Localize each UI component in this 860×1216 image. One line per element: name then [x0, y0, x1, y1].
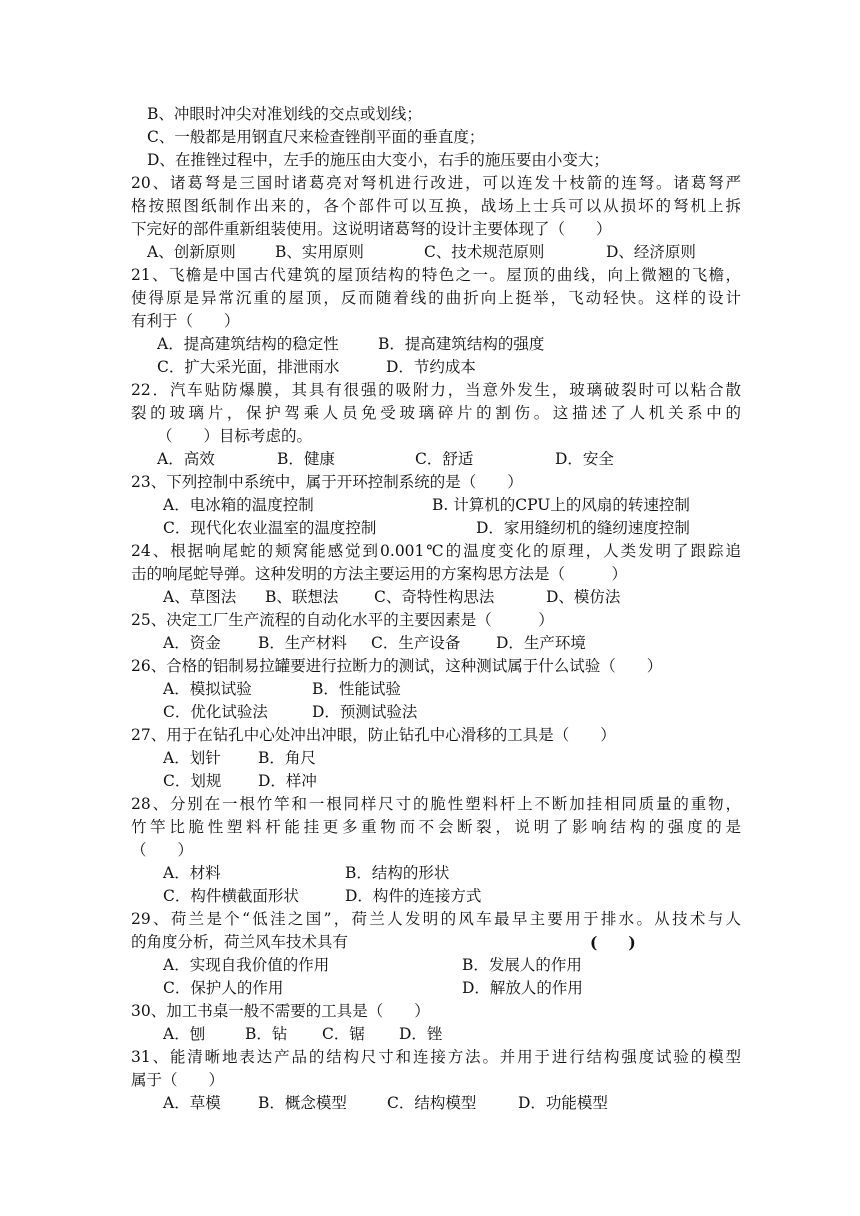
q30-option-d: D．锉: [399, 1025, 443, 1043]
q24-option-b: B、联想法: [265, 588, 339, 606]
q31-option-b: B．概念模型: [258, 1094, 347, 1112]
q28-stem-line-1: 28、分别在一根竹竿和一根同样尺寸的脆性塑料杆上不断加挂相同质量的重物，: [131, 795, 741, 813]
q24-stem-line-2: 击的响尾蛇导弹。这种发明的方法主要运用的方案构思方法是（ ）: [131, 565, 628, 583]
q22-option-d: D．安全: [555, 450, 614, 468]
q28-stem-line-3: （ ）: [131, 841, 194, 859]
q22-stem-line-2: 裂的玻璃片，保护驾乘人员免受玻璃碎片的割伤。这描述了人机关系中的: [131, 404, 741, 422]
q26-option-b: B．性能试验: [312, 680, 401, 698]
q20-option-b: B、实用原则: [275, 243, 364, 261]
q29-stem-line-2: 的角度分析，荷兰风车技术具有: [131, 933, 349, 951]
q28-option-a: A．材料: [163, 864, 221, 882]
q22-stem-line-3: （ ）目标考虑的。: [157, 427, 313, 445]
q28-option-b: B．结构的形状: [345, 864, 450, 882]
q30-option-b: B．钻: [245, 1025, 288, 1043]
q22-option-b: B．健康: [277, 450, 335, 468]
q20-stem-line-1: 20、诸葛弩是三国时诸葛亮对弩机进行改进，可以连发十枝箭的连弩。诸葛弩严: [131, 174, 741, 192]
q31-stem-line-2: 属于（ ）: [131, 1071, 225, 1089]
q30-stem: 30、加工书桌一般不需要的工具是（ ）: [131, 1002, 430, 1020]
q21-option-b: B．提高建筑结构的强度: [378, 335, 545, 353]
q24-option-c: C、奇特性构思法: [374, 588, 495, 606]
q26-option-c: C．优化试验法: [163, 703, 268, 721]
q27-stem: 27、用于在钻孔中心处冲出冲眼，防止钻孔中心滑移的工具是（ ）: [131, 726, 616, 744]
q23-option-d: D．家用缝纫机的缝纫速度控制: [476, 519, 690, 537]
q29-option-c: C．保护人的作用: [163, 979, 284, 997]
q25-stem: 25、决定工厂生产流程的自动化水平的主要因素是（ ）: [131, 611, 554, 629]
q28-option-c: C．构件横截面形状: [163, 887, 299, 905]
q24-option-a: A、草图法: [163, 588, 237, 606]
q29-option-d: D．解放人的作用: [462, 979, 583, 997]
q30-option-c: C．锯: [322, 1025, 365, 1043]
q28-option-d: D．构件的连接方式: [345, 887, 482, 905]
q26-stem: 26、合格的铝制易拉罐要进行拉断力的测试，这种测试属于什么试验（ ）: [131, 657, 663, 675]
q27-option-c: C．划规: [163, 772, 222, 790]
q23-option-c: C．现代化农业温室的温度控制: [163, 519, 377, 537]
q26-option-a: A．模拟试验: [163, 680, 252, 698]
q25-option-d: D．生产环境: [496, 634, 586, 652]
q27-option-d: D．样冲: [258, 772, 317, 790]
q23-option-a: A．电冰箱的温度控制: [163, 496, 314, 514]
q20-stem-line-2: 格按照图纸制作出来的，各个部件可以互换，战场上士兵可以从损坏的弩机上拆: [131, 197, 741, 215]
q25-option-b: B．生产材料: [258, 634, 347, 652]
q19-option-d: D、在推锉过程中，左手的施压由大变小，右手的施压要由小变大；: [147, 151, 609, 169]
q20-option-d: D、经济原则: [606, 243, 696, 261]
q22-option-a: A．高效: [157, 450, 215, 468]
q29-option-a: A．实现自我价值的作用: [163, 956, 330, 974]
q22-stem-line-1: 22．汽车贴防爆膜，其具有很强的吸附力，当意外发生，玻璃破裂时可以粘合散: [131, 381, 741, 399]
q31-stem-line-1: 31、能清晰地表达产品的结构尺寸和连接方法。并用于进行结构强度试验的模型: [131, 1048, 741, 1066]
q21-stem-line-2: 使得原是异常沉重的屋顶，反而随着线的曲折向上挺举，飞动轻快。这样的设计: [131, 289, 741, 307]
q25-option-c: C．生产设备: [371, 634, 461, 652]
q22-option-c: C．舒适: [415, 450, 474, 468]
q30-option-a: A．刨: [163, 1025, 206, 1043]
q29-answer-blank: ( ): [590, 933, 636, 952]
q21-stem-line-1: 21、飞檐是中国古代建筑的屋顶结构的特色之一。屋顶的曲线，向上微翘的飞檐，: [131, 266, 741, 284]
q25-option-a: A．资金: [163, 634, 221, 652]
q21-stem-line-3: 有利于（ ）: [131, 312, 240, 330]
q20-option-c: C、技术规范原则: [424, 243, 545, 261]
q21-option-c: C．扩大采光面，排泄雨水: [157, 358, 340, 376]
q21-option-a: A．提高建筑结构的稳定性: [157, 335, 339, 353]
q28-stem-line-2: 竹竿比脆性塑料杆能挂更多重物而不会断裂，说明了影响结构的强度的是: [131, 818, 741, 836]
q29-option-b: B．发展人的作用: [462, 956, 582, 974]
q20-option-a: A、创新原则: [147, 243, 236, 261]
q21-option-d: D．节约成本: [386, 358, 476, 376]
q27-option-b: B．角尺: [258, 749, 316, 767]
q31-option-a: A．草模: [163, 1094, 221, 1112]
q24-stem-line-1: 24、根据响尾蛇的颊窝能感觉到0.001℃的温度变化的原理，人类发明了跟踪追: [131, 542, 741, 560]
q19-option-c: C、一般都是用钢直尺来检查锉削平面的垂直度；: [147, 128, 485, 146]
q31-option-c: C．结构模型: [387, 1094, 477, 1112]
q29-stem-line-1: 29、荷兰是个“低洼之国”，荷兰人发明的风车最早主要用于排水。从技术与人: [131, 910, 741, 928]
q23-stem: 23、下列控制中系统中，属于开环控制系统的是（ ）: [131, 473, 523, 491]
q24-option-d: D、模仿法: [546, 588, 621, 606]
q27-option-a: A．划针: [163, 749, 221, 767]
q26-option-d: D．预测试验法: [312, 703, 418, 721]
q31-option-d: D．功能模型: [518, 1094, 608, 1112]
q20-stem-line-3: 下完好的部件重新组装使用。这说明诸葛弩的设计主要体现了（ ）: [131, 220, 612, 238]
q23-option-b: B. 计算机的CPU上的风扇的转速控制: [432, 496, 690, 514]
q19-option-b: B、冲眼时冲尖对准划线的交点或划线；: [147, 105, 422, 123]
